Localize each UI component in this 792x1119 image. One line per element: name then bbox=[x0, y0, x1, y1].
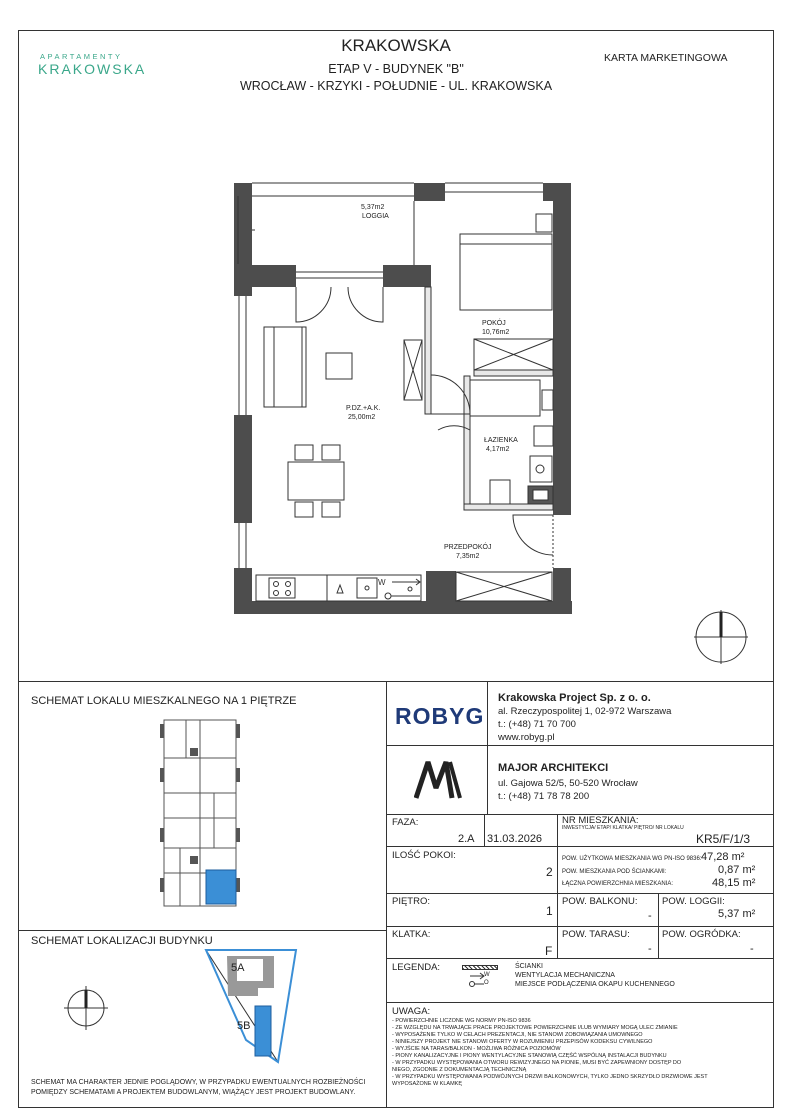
terrace-value: - bbox=[648, 943, 652, 955]
stair-value: F bbox=[545, 944, 553, 958]
note-item: - W PRZYPADKU WYSTĘPOWANIA OTWORU REWIZYJNEGO NA PIONIE, MUSI BYĆ ZAPEWNIONY DOSTĘP DO NIEGO, ZGODNIE Z DOKUMENTACJĄ TECHNICZNĄ bbox=[392, 1060, 682, 1073]
developer-address: al. Rzeczypospolitej 1, 02-972 Warszawa bbox=[498, 706, 672, 717]
legend-item-walls: ŚCIANKI bbox=[515, 963, 544, 970]
floor-value: 1 bbox=[546, 904, 553, 918]
loggia-label: POW. LOGGII: bbox=[662, 896, 725, 907]
plan-outline bbox=[238, 183, 553, 601]
living-area-label: 25,00m2 bbox=[348, 414, 376, 421]
developer-name: Krakowska Project Sp. z o. o. bbox=[498, 692, 651, 704]
area-walls-label: POW. MIESZKANIA POD ŚCIANKAMI: bbox=[562, 869, 667, 875]
room-area-label: 10,76m2 bbox=[482, 329, 510, 336]
area-walls-value: 0,87 m² bbox=[718, 864, 756, 876]
loggia-value: 5,37 m² bbox=[718, 908, 756, 920]
building-schema-disclaimer: SCHEMAT MA CHARAKTER JEDNIE POGLĄDOWY, W PRZYPADKU EWENTUALNYCH ROZBIEŻNOŚCI POMIĘDZY SCHEMATAMI A PROJEKTEM BUDOWLANYM, WIĄŻĄCY JEST PROJEKT BUDOWLANY. bbox=[31, 1079, 366, 1096]
divider-dev-arch bbox=[386, 745, 774, 746]
balcony-value: - bbox=[648, 910, 652, 922]
note-item: - PIONY KANALIZACYJNE I PIONY WENTYLACYJNE STANOWIĄ CZĘŚĆ WSPÓLNĄ INSTALACJI BUDYNKU bbox=[392, 1053, 667, 1059]
terrace-label: POW. TARASU: bbox=[562, 929, 630, 940]
legend-o-mark: O bbox=[484, 980, 489, 986]
robyg-logo: ROBYG bbox=[395, 703, 485, 729]
balcony-label: POW. BALKONU: bbox=[562, 896, 638, 907]
note-item: - WYJŚCIE NA TARAS/BALKON - MOŻLIWA RÓŻNICA POZIOMÓW bbox=[392, 1046, 561, 1052]
loggia-name-label: LOGGIA bbox=[362, 213, 389, 220]
building-schema-diagram bbox=[20, 944, 386, 1074]
note-item: - POWIERZCHNIE LICZONE WG NORMY PN-ISO 9836 bbox=[392, 1018, 531, 1024]
plan-w-mark: W bbox=[378, 578, 386, 587]
phase-label: FAZA: bbox=[392, 817, 419, 828]
major-architekci-logo bbox=[414, 758, 464, 800]
notes-list bbox=[392, 1018, 768, 1088]
developer-website[interactable]: www.robyg.pl bbox=[498, 732, 555, 743]
legend-w-mark: W bbox=[484, 972, 490, 978]
developer-phone: t.: (+48) 71 70 700 bbox=[498, 719, 576, 730]
page-subtitle-address: WROCŁAW - KRZYKI - POŁUDNIE - UL. KRAKOWSKA bbox=[239, 79, 553, 93]
note-item: - W PRZYPADKU WYSTĘPOWANIA PODWÓJNYCH DRZWI BALKONOWYCH, TYLKO JEDNO SKRZYDŁO DRZWIOWE JEST WYPOSAŻONE W KLAMKĘ bbox=[392, 1074, 708, 1087]
apartment-number-value: KR5/F/1/3 bbox=[696, 832, 751, 846]
rooms-label: ILOŚĆ POKOI: bbox=[392, 850, 456, 861]
rooms-value: 2 bbox=[546, 865, 553, 879]
apartment-number-sublabel: INWESTYCJA/ ETAP/ KLATKA/ PIĘTRO/ NR LOKALU bbox=[562, 825, 684, 831]
plan-arrows bbox=[385, 579, 420, 599]
building-5b-label: 5B bbox=[237, 1020, 251, 1032]
divider-col1-a bbox=[484, 814, 485, 846]
bottom-block-top-border bbox=[18, 681, 774, 682]
room-name-label: POKÓJ bbox=[482, 320, 506, 327]
floor-schema-diagram bbox=[150, 718, 250, 910]
plan-walls bbox=[234, 183, 572, 614]
living-name-label: P.DZ.+A.K. bbox=[346, 405, 381, 412]
page-subtitle-stage: ETAP V - BUDYNEK "B" bbox=[328, 62, 464, 76]
loggia-area-label: 5,37m2 bbox=[361, 204, 385, 211]
divider-col1-b bbox=[557, 814, 558, 958]
building-5a-label: 5A bbox=[231, 962, 245, 974]
date-value: 31.03.2026 bbox=[487, 833, 543, 845]
divider-logo-col bbox=[487, 681, 488, 814]
floor-label: PIĘTRO: bbox=[392, 896, 431, 907]
bath-area-label: 4,17m2 bbox=[486, 446, 510, 453]
note-item: - NINIEJSZY PROJEKT NIE STANOWI OFERTY W ROZUMIENIU PRZEPISÓW KODEKSU CYWILNEGO bbox=[392, 1039, 653, 1045]
legend-item-ventilation: WENTYLACJA MECHANICZNA bbox=[515, 972, 615, 979]
logo-small-text: APARTAMENTY bbox=[40, 52, 123, 61]
divider-left-schema bbox=[18, 930, 386, 931]
phase-value: 2.A bbox=[458, 833, 475, 845]
garden-label: POW. OGRÓDKA: bbox=[662, 929, 741, 940]
note-item: - WYPOSAŻENIE TYLKO W CELACH PREZENTACJI, NIE STANOWI ZOBOWIĄZANIA UMOWNEGO bbox=[392, 1032, 643, 1038]
floor-schema-title: SCHEMAT LOKALU MIESZKALNEGO NA 1 PIĘTRZE bbox=[31, 695, 297, 707]
apartment-number-label: NR MIESZKANIA: bbox=[562, 815, 639, 826]
garden-value: - bbox=[750, 943, 754, 955]
note-item: - ZE WZGLĘDU NA TRWAJĄCE PRACE PROJEKTOWE POWIERZCHNIE I/LUB WYMIARY MOGĄ ULEC ZMIANIE bbox=[392, 1025, 678, 1031]
notes-label: UWAGA: bbox=[392, 1006, 431, 1017]
legend-item-hood: MIEJSCE PODŁĄCZENIA OKAPU KUCHENNEGO bbox=[515, 981, 675, 988]
area-iso-value: 47,28 m² bbox=[701, 851, 745, 863]
north-arrow-icon bbox=[694, 610, 748, 664]
hall-area-label: 7,35m2 bbox=[456, 553, 480, 560]
divider-row-phase bbox=[386, 846, 774, 847]
legend-ventilation-icon bbox=[468, 972, 496, 988]
divider-row-floor bbox=[386, 926, 774, 927]
card-type-label: KARTA MARKETINGOWA bbox=[604, 52, 728, 64]
building-schema-title: SCHEMAT LOKALIZACJI BUDYNKU bbox=[31, 935, 213, 947]
area-total-value: 48,15 m² bbox=[712, 877, 756, 889]
area-total-label: ŁĄCZNA POWIERZCHNIA MIESZKANIA: bbox=[562, 881, 674, 887]
hall-name-label: PRZEDPOKÓJ bbox=[444, 544, 492, 551]
legend-label: LEGENDA: bbox=[392, 962, 441, 973]
architect-phone: t.: (+48) 71 78 78 200 bbox=[498, 791, 590, 802]
architect-address: ul. Gajowa 52/5, 50-520 Wrocław bbox=[498, 778, 638, 789]
divider-row-stair bbox=[386, 958, 774, 959]
bath-name-label: ŁAZIENKA bbox=[484, 437, 518, 444]
page-title: KRAKOWSKA bbox=[341, 36, 451, 55]
stair-label: KLATKA: bbox=[392, 929, 431, 940]
divider-col2 bbox=[658, 893, 659, 958]
legend-wall-swatch bbox=[462, 965, 498, 970]
architect-name: MAJOR ARCHITEKCI bbox=[498, 762, 609, 774]
area-iso-label: POW. UŻYTKOWA MIESZKANIA WG PN-ISO 9836: bbox=[562, 856, 702, 862]
divider-row-legend bbox=[386, 1002, 774, 1003]
logo-big-text: KRAKOWSKA bbox=[38, 61, 147, 77]
divider-row-rooms bbox=[386, 893, 774, 894]
